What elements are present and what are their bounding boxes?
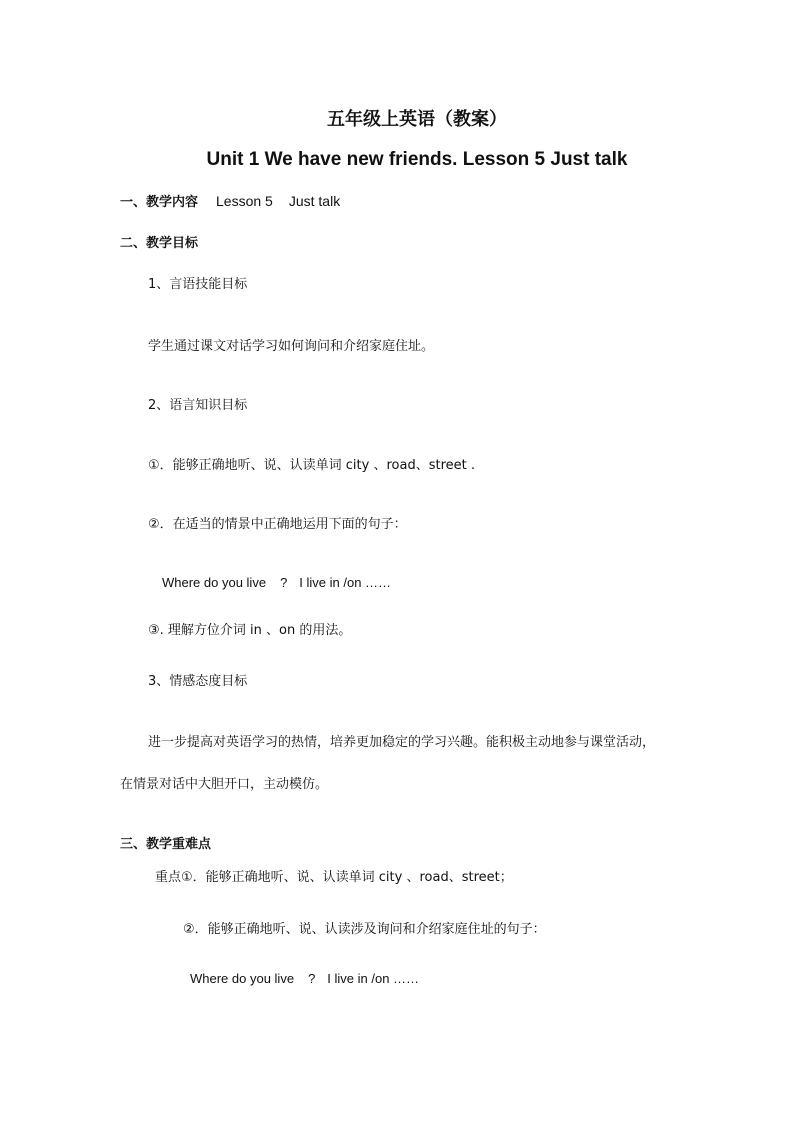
example-sentence — [162, 574, 391, 592]
goal-title: 1、言语技能目标 — [148, 277, 248, 292]
paragraph: 在情景对话中大胆开口，主动模仿。 — [120, 777, 329, 792]
goal-title: 3、情感态度目标 — [148, 674, 248, 689]
paragraph: 学生通过课文对话学习如何询问和介绍家庭住址。 — [148, 339, 435, 354]
document-title: 五年级上英语（教案） — [327, 109, 507, 130]
section-teaching-content — [120, 192, 340, 212]
paragraph: 进一步提高对英语学习的热情，培养更加稳定的学习兴趣。能积极主动地参与课堂活动， — [148, 735, 656, 750]
question-mark: ? — [280, 575, 288, 590]
document-subtitle: Unit 1 We have new friends. Lesson 5 Just talk — [206, 149, 628, 170]
example-sentence — [190, 970, 419, 988]
question-mark: ? — [308, 971, 316, 986]
section-heading: 一、教学内容 — [120, 195, 199, 210]
list-item: 重点①．能够正确地听、说、认读单词 city 、road、street； — [155, 870, 513, 885]
answer-text: I live in /on …… — [299, 575, 392, 590]
lesson-number: Lesson 5 — [216, 193, 273, 209]
section-heading: 二、教学目标 — [120, 236, 199, 251]
list-item: ①．能够正确地听、说、认读单词 city 、road、street . — [148, 458, 475, 473]
list-item: ③. 理解方位介词 in 、on 的用法。 — [148, 623, 352, 638]
section-heading: 三、教学重难点 — [120, 837, 212, 852]
goal-title: 2、语言知识目标 — [148, 398, 248, 413]
answer-text: I live in /on …… — [327, 971, 420, 986]
list-item: ②．在适当的情景中正确地运用下面的句子： — [148, 517, 407, 532]
question-text: Where do you live — [162, 575, 267, 590]
list-item: ②．能够正确地听、说、认读涉及询问和介绍家庭住址的句子： — [183, 922, 546, 937]
lesson-topic: Just talk — [288, 193, 341, 209]
question-text: Where do you live — [190, 971, 295, 986]
